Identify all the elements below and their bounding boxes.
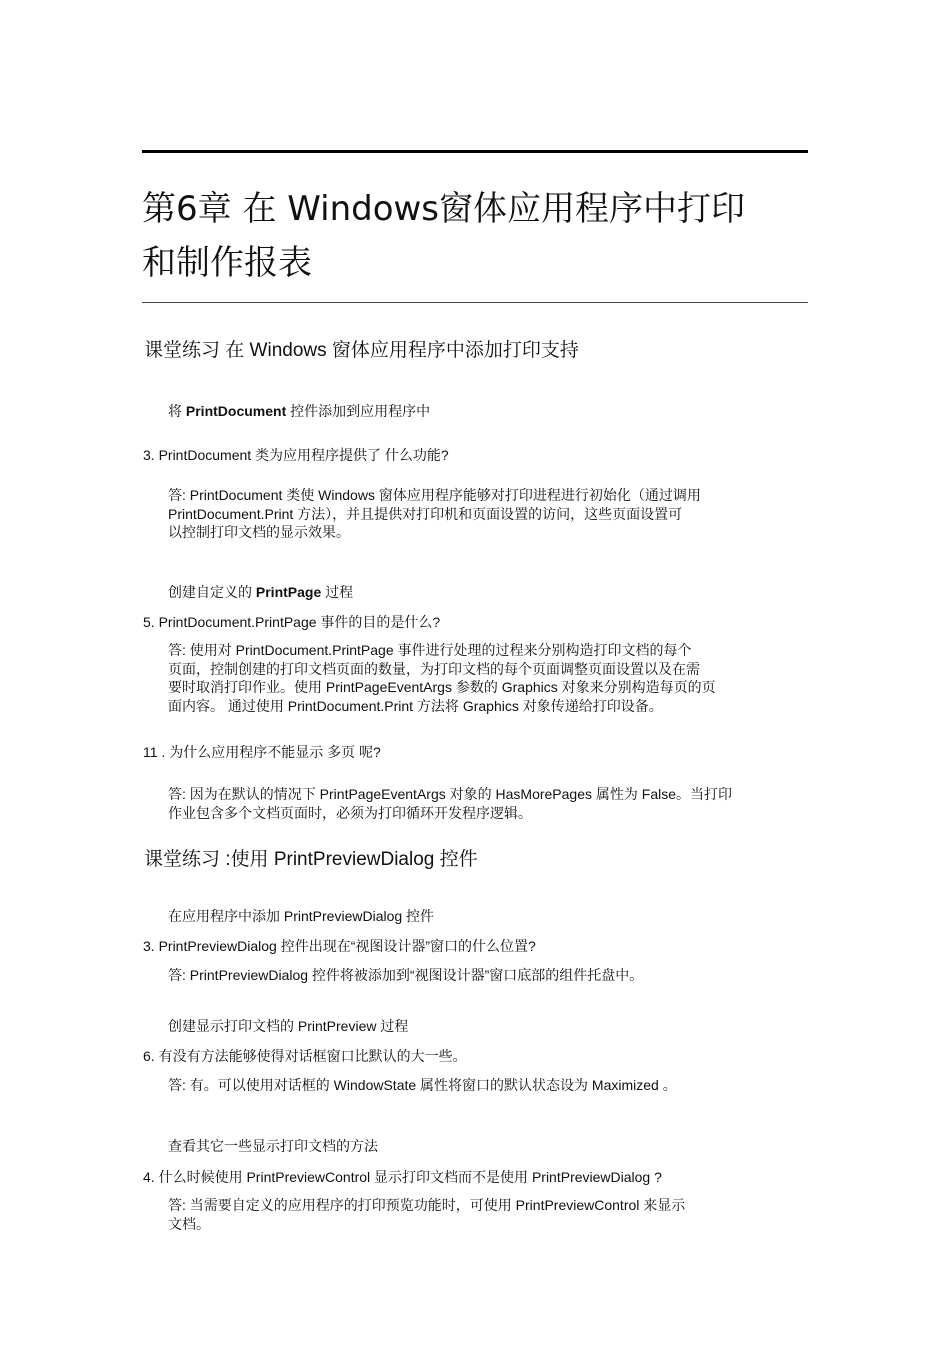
task-label-text: 过程 — [321, 584, 354, 600]
task-label: 在应用程序中添加 PrintPreviewDialog 控件 — [168, 908, 435, 924]
answer-line: 答: 使用对 PrintDocument.PrintPage 事件进行处理的过程来分别构造打印文档的每个 — [168, 642, 692, 658]
answer — [168, 1076, 808, 1095]
task-label: 查看其它一些显示打印文档的方法 — [168, 1138, 378, 1154]
answer — [168, 1196, 808, 1233]
task-label-bold: PrintPage — [255, 584, 322, 600]
task-label-bold: PrintDocument — [185, 403, 287, 419]
task-label-text: 创建自定义的 — [168, 584, 256, 600]
question: 6. 有没有方法能够使得对话框窗口比默认的大一些。 — [143, 1048, 467, 1064]
question: 11 . 为什么应用程序不能显示 多页 呢? — [143, 744, 381, 760]
answer — [168, 641, 808, 715]
question: 4. 什么时候使用 PrintPreviewControl 显示打印文档而不是使用 PrintPreviewDialog ? — [143, 1169, 662, 1185]
question: 5. PrintDocument.PrintPage 事件的目的是什么? — [143, 614, 441, 630]
answer-line: 文档。 — [168, 1215, 210, 1232]
task-label-text: 将 — [168, 403, 186, 419]
question: 3. PrintDocument 类为应用程序提供了 什么功能? — [143, 447, 449, 463]
chapter-title-line-2: 和制作报表 — [142, 243, 312, 283]
answer-line: PrintDocument.Print 方法），并且提供对打印机和页面设置的访问，这些页面设置可 — [168, 505, 683, 522]
answer-line: 答: PrintPreviewDialog 控件将被添加到“视图设计器”窗口底部的组件托盘中。 — [168, 967, 644, 983]
question: 3. PrintPreviewDialog 控件出现在“视图设计器”窗口的什么位置? — [143, 938, 536, 954]
section-heading-print-preview-dialog: 课堂练习 :使用 PrintPreviewDialog 控件 — [144, 849, 478, 870]
title-divider — [142, 302, 808, 303]
answer — [168, 785, 808, 822]
chapter-title — [142, 182, 808, 290]
task-label — [168, 401, 430, 421]
answer-line: 面内容。 通过使用 PrintDocument.Print 方法将 Graphics 对象传递给打印设备。 — [168, 697, 663, 714]
answer-line: 答: 有。可以使用对话框的 WindowState 属性将窗口的默认状态设为 Maximized 。 — [168, 1077, 677, 1093]
answer-line: 作业包含多个文档页面时，必须为打印循环开发程序逻辑。 — [168, 804, 532, 821]
answer-line: 答: 当需要自定义的应用程序的打印预览功能时，可使用 PrintPreviewControl 来显示 — [168, 1197, 686, 1213]
answer — [168, 486, 808, 542]
section-heading-print-support: 课堂练习 在 Windows 窗体应用程序中添加打印支持 — [144, 340, 579, 361]
task-label — [168, 582, 353, 602]
answer-line: 要时取消打印作业。使用 PrintPageEventArgs 参数的 Graphics 对象来分别构造每页的页 — [168, 679, 716, 695]
chapter-title-line-1: 第6章 在 Windows窗体应用程序中打印 — [142, 189, 746, 229]
answer — [168, 966, 808, 985]
answer-line: 以控制打印文档的显示效果。 — [168, 524, 350, 540]
answer-line: 答: PrintDocument 类使 Windows 窗体应用程序能够对打印进程进行初始化（通过调用 — [168, 487, 701, 503]
answer-line: 页面，控制创建的打印文档页面的数量，为打印文档的每个页面调整页面设置以及在需 — [168, 660, 700, 677]
task-label-text: 控件添加到应用程序中 — [286, 403, 431, 419]
task-label: 创建显示打印文档的 PrintPreview 过程 — [168, 1018, 409, 1034]
answer-line: 答: 因为在默认的情况下 PrintPageEventArgs 对象的 HasMorePages 属性为 False。当打印 — [168, 786, 733, 802]
top-rule — [142, 150, 808, 153]
